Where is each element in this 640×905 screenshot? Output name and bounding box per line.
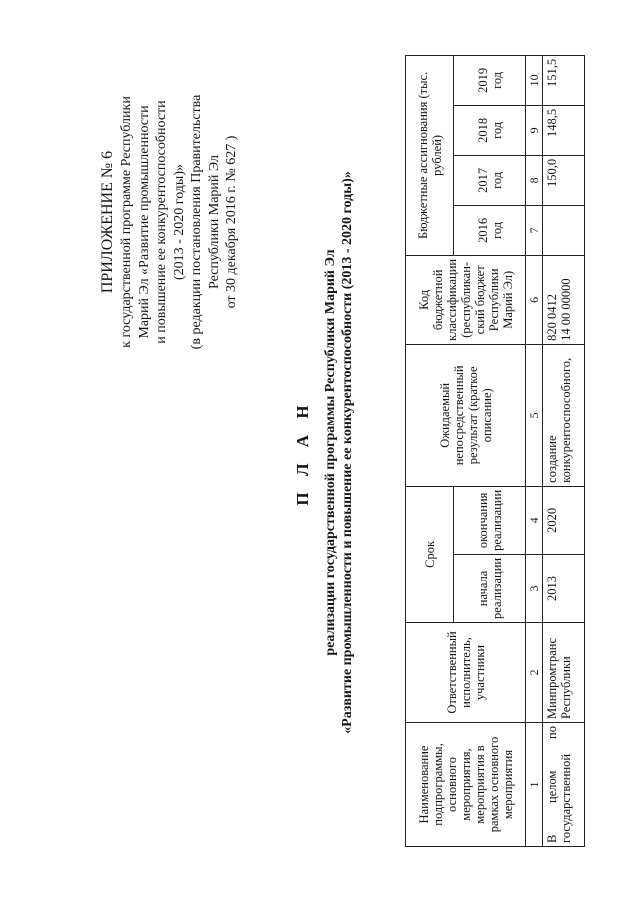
row-name-word: по — [545, 726, 559, 739]
appendix-title: ПРИЛОЖЕНИЕ № 6 — [99, 150, 116, 294]
header-name: Наименование подпрограммы, основного мероприятия, мероприятия в рамках основного мероприятия — [406, 723, 526, 847]
row-name-cell — [543, 723, 585, 847]
row-name-word: В — [545, 834, 559, 843]
appendix-line: (в редакции постановления Правительства — [189, 94, 204, 350]
header-year: 2018 год — [454, 105, 526, 155]
appendix-line: от 30 декабря 2016 г. № 627 ) — [224, 135, 239, 309]
table-row — [543, 55, 585, 846]
row-name-line-2: государственной — [559, 753, 573, 843]
plan-table — [405, 55, 585, 847]
row-start: 2013 — [543, 554, 585, 622]
plan-subtitle: реализации государственной программы Республики Марий Эл — [323, 249, 338, 656]
appendix-block — [98, 57, 241, 387]
column-number: 6 — [526, 255, 543, 344]
header-budget-code: Код бюджетной классификации (республикан-ский бюджет Республики Марий Эл) — [406, 255, 526, 344]
row-code-line: 14 00 00000 — [559, 278, 573, 341]
header-executor: Ответственный исполнитель, участники — [406, 623, 526, 723]
column-number: 10 — [526, 55, 543, 105]
header-term: Срок — [406, 486, 454, 622]
column-number: 1 — [526, 723, 543, 847]
appendix-line: и повышение ее конкурентоспособности — [154, 100, 169, 344]
header-term-end: окончания реализации — [454, 486, 526, 554]
column-number: 2 — [526, 623, 543, 723]
plan-title: П Л А Н — [293, 399, 312, 506]
header-year: 2019 год — [454, 55, 526, 105]
plan-subtitle: «Развитие промышленности и повышение ее конкурентоспособности (2013 - 2020 годы)» — [340, 171, 355, 734]
row-name-line — [545, 726, 559, 843]
plan-heading — [292, 40, 356, 865]
header-term-start: начала реализации — [454, 554, 526, 622]
appendix-line: к государственной программе Республики — [119, 96, 134, 348]
header-budget: Бюджетные ассигнования (тыс. рублей) — [406, 55, 454, 255]
row-2016 — [543, 205, 585, 255]
header-year: 2016 год — [454, 205, 526, 255]
appendix-line: Марий Эл «Развитие промышленности — [136, 105, 152, 339]
row-code-line: 820 0412 — [545, 293, 559, 341]
row-result: создание конкурентоспособного, — [543, 344, 585, 486]
column-number: 8 — [526, 155, 543, 205]
column-number: 9 — [526, 105, 543, 155]
row-executor: Минпромтранс Республики — [543, 623, 585, 723]
column-number: 5 — [526, 344, 543, 486]
appendix-line: (2013 - 2020 годы)» — [171, 164, 187, 281]
column-number: 3 — [526, 554, 543, 622]
header-result: Ожидаемый непосредственный результат (краткое описание) — [406, 344, 526, 486]
header-year: 2017 год — [454, 155, 526, 205]
column-number: 7 — [526, 205, 543, 255]
row-name-word: целом — [545, 770, 559, 804]
row-2019: 151,5 — [543, 55, 585, 105]
column-number: 4 — [526, 486, 543, 554]
row-2018: 148,5 — [543, 105, 585, 155]
row-2017: 150,0 — [543, 155, 585, 205]
row-end: 2020 — [543, 486, 585, 554]
appendix-line: Республики Марий Эл — [206, 155, 222, 289]
row-code-cell — [543, 255, 585, 344]
